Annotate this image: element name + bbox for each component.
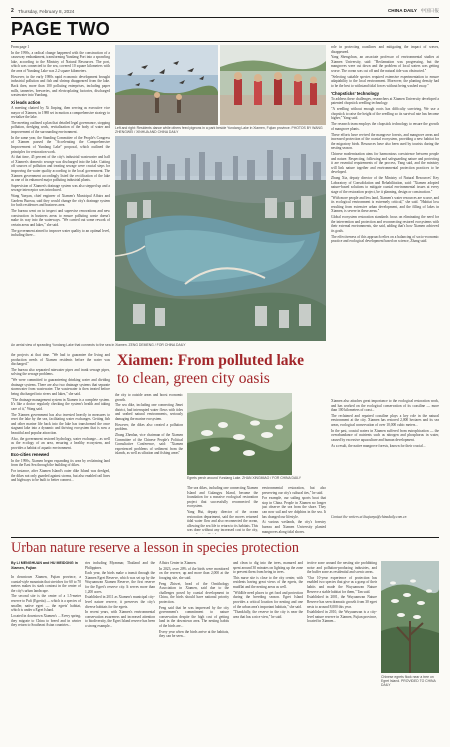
paragraph: The effectiveness of this approach relies on a balancing of socio-economic practice and ecological development based on science, Zhang said. bbox=[331, 234, 439, 244]
paragraph: Yang Shengchun, an associate professor of environmental studies at Xiamen University, said: "Reclamation was progressing, but the mangroves were cut down and the problem of local waters was getting worse. The ocean was cut off and the natural tide was obstructed." bbox=[331, 55, 439, 74]
section-title: PAGE TWO bbox=[11, 19, 111, 39]
paragraph: Established in 2011 as Xiamen's municipal city-level nature reserve, it preserves the city's diverse habitats for the egrets. bbox=[85, 595, 155, 609]
subheading: 'Chopsticks' technology bbox=[331, 90, 380, 96]
paragraph: Zhang Xia, deputy director of the Ministry of Natural Resources' Key Laboratory of Consolidation and Rehabilitation, said: "Xiamen adopted nature-based solutions to mitigate coastal environmental issues at every stage of the restoration project, be it planning, design or construction." bbox=[331, 176, 439, 194]
paragraph: the projects at that time. "We had to guarantee the living and production needs of Xiamen residents before the water was discharged." bbox=[11, 353, 110, 367]
paragraph: At that time, 45 percent of the city's industrial wastewater and half of Xiamen's domestic sewage was discharged into the lake. Cutting off sources of pollution and treating sewage were crucial steps for improving the water quality according to the local government. The Xiamen government accordingly listed the rectification of the lake as one of its enhanced major polluting industrial plants. bbox=[11, 155, 110, 183]
paragraph: The Xiamen government has also invested heavily in measures to reset the lake by the sea, facilitating water exchanges. Getting fish and other marine life back into the lake has transformed the once stagnant lake into a dynamic and thriving ecosystem that is now a beautiful and popular attraction. bbox=[11, 412, 110, 435]
paragraph: However, the dikes also created a pollution problem. bbox=[115, 422, 183, 432]
paragraph: The reclaimed and repaired coastline plays a key role in the natural environment at the city. Xiamen has restored 2,000 hectares and its sea areas, ecological conservation of over 10,000 cubic meters... bbox=[331, 413, 439, 428]
egrets-photo-caption: Egrets perch around Yundang Lake. ZHAN XINGMIAO / FOR CHINA DAILY bbox=[187, 476, 302, 480]
article-column-4 bbox=[262, 399, 326, 400]
egret-island-photo bbox=[381, 561, 439, 673]
paragraph: Also, the government restored hydrology, water exchange... as well as the ecology of an area, ensuring a healthy ecosystem, and provides a habitat of aquatic environment. bbox=[11, 436, 110, 450]
paragraph: The sea dike, including one connecting Jimei district, had interrupted water flows with tides and seabed natural environments, seriously damaging the marine ecosystem. bbox=[115, 403, 183, 422]
article-column-bottom-left-2 bbox=[115, 393, 183, 533]
article-column-4b bbox=[331, 399, 439, 511]
dance-photo bbox=[220, 45, 326, 125]
paragraph: Wang Yanyan, chief engineer of Xiamen's Municipal Affairs and Gardens Bureau, said they would change the city's drainage system for both residences and business area. bbox=[11, 194, 110, 208]
page-number: 2 bbox=[11, 8, 14, 14]
egrets-photo bbox=[187, 393, 292, 475]
paragraph: Located in downtown Xiamen's ... Every spring, they migrate to China to breed and in winter they return to Southeast Asian countries... bbox=[11, 613, 81, 628]
top-photos-caption: Left and right: Residents dance while others feed pigeons in a park beside Yundang Lake in Xiamen, Fujian province. PHOTOS BY WANG ZHENGWEI / XINHUA AND CHINA DAILY bbox=[115, 126, 323, 135]
paragraph: In the same year, the Standing Committee of the People's Congress of Xiamen passed the "Accelerating the Comprehensive Improvement of Yundang Lake" proposal, which outlined the principles for restoration work. bbox=[11, 135, 110, 154]
subheading: Xi leads action bbox=[11, 99, 41, 105]
article-column-bottom-mid bbox=[187, 486, 258, 534]
bottom-column-5 bbox=[307, 561, 377, 740]
article-column-bottom-right bbox=[262, 486, 326, 534]
paragraph: Feng said that he was impressed by the city government's commitment to nature conservation despite the high cost of getting land in the downtown area. The nesting habits of the birds are... bbox=[159, 605, 229, 628]
paragraph: For example, our sailing sports boat that stop in China. People in Xiamen no longer just observe the sea from the shore. They can now sail and see dolphins in the sea. It has changed our lifestyle. bbox=[262, 496, 326, 519]
paragraph: A meeting chaired by Xi Jinping, then serving as executive vice mayor of Xiamen, in 1988 set in motion a comprehensive strategy to revitalize the lake. bbox=[11, 106, 110, 120]
paragraph: In the 1990s, a radical change happened with the construction of a causeway embankment, transforming Yundang Port into a sprawling lake, according to the Ministry of Natural Resources. The port, which was connected to the sea, covered 10 square kilometers with the area of Yundang Lake was 2.2 square kilometers. bbox=[11, 50, 110, 74]
paragraph: In the past, coastal waters in Xiamen suffered from eutrophication — the overabundance of nutrients such as nitrogen and phosphorus in water, caused by excessive aquaculture and human development. bbox=[331, 428, 439, 442]
paragraph: Established in 2010, the Wuyuanwan is a city-level nature reserve in Xiamen, Fujian province, located in Xiamen... bbox=[307, 610, 377, 624]
paragraph: The bureau also separated rainwater pipes and trunk sewage pipes, solving the sewage problems. bbox=[11, 367, 110, 377]
paragraph: The meeting outlined a plan that detailed legal governance, stopping pollution, dredging work, revitalization of the body of water and improvement of the surrounding environment. bbox=[11, 120, 110, 135]
paragraph: Supervision of Xiamen's drainage system was also stepped up and a sewage interceptor was introduced. bbox=[11, 183, 110, 193]
bottom-column-2 bbox=[85, 561, 155, 740]
paragraph: In 2023, over 20% of the birds were monitored on the reserve, up and more than 2,000 at the foraging site, she said. bbox=[159, 566, 229, 580]
paragraph: Each year, the birds make a transit through the Xiamen Egret Reserve, which was set up by the Wuyuanwan Xiamen Reserve, the first reserve for the Egret's reserve city. It serves more than 1,200 acres. bbox=[85, 571, 155, 594]
paragraph: "We were committed to guaranteeing drinking water and dividing drainage systems. There are also two drainage systems that separate stormwater from wastewater. The wastewater is then treated before being discharged into rivers and lakes," she said. bbox=[11, 378, 110, 396]
pigeons-photo bbox=[115, 45, 218, 125]
paragraph: These efforts have revived the mangrove forests, and mangrove areas and increased protection of the coastal ecosystem, providing a new habitat for the migratory birds. Resources have also been used by tourists during the nesting season. bbox=[331, 132, 439, 151]
paragraph: environmental restoration, but also preserving our city's cultural ties," he said. bbox=[262, 486, 326, 495]
paragraph: The research team employs the chopstick technology to ensure the growth of mangrove plants. bbox=[331, 122, 439, 131]
paragraph: Affairs Center in Xiamen. bbox=[159, 561, 197, 565]
paragraph: Global ecosystem restoration standards focus on eliminating the need for the intervention and protection and reconnecting restored ecosystems with their external environments, she said, adding that's how Xiamen achieved its goals. bbox=[331, 215, 439, 233]
paragraph: In the 1990s, Xiamen began expanding its area by reclaiming land from the East Sea through the building of dikes. bbox=[11, 458, 110, 468]
paragraph: Yang Hui, deputy director of the ocean restoration department, said the moves returned tidal water flow and also reconnected the ocean, allowing the sea life to return to its habitats. This was done without any increased cost to the city, bbox=[187, 510, 258, 533]
egret-island-caption: Chinese egrets flock near a tree on Egret Island. PROVIDED TO CHINA DAILY bbox=[381, 675, 436, 688]
paragraph: Zhang Zhenlan, vice chairman of the Xiamen Committee of the Chinese People's Political Consultative Conference, said: "Xiamen experienced problems of sediment from the islands, as well as siltation and fishing areas" bbox=[115, 433, 183, 456]
paper-name: CHINA DAILY bbox=[387, 8, 417, 13]
paragraph: "The drainage management system in Xiamen is a complete system. It's like a doctor regularly checking the system's health and taking care of it," Wang said. bbox=[11, 397, 110, 411]
bottom-column-1 bbox=[11, 575, 81, 740]
aerial-photo-caption: An aerial view of sprawling Yundang Lake that connects to the sea in Xiamen. ZENG DEMENG / FOR CHINA DAILY bbox=[11, 343, 186, 347]
paragraph: "Selecting suitable species required extensive experimentation to ensure adaptability to the local environment. Moreover, the planting density had to be the best to withstand tidal forces without being washed away." bbox=[331, 74, 439, 88]
paragraph: "Wildlife need places to get food and protection during the breeding season. Egret Island provides a critical location for nesting and one of the urban area's important habitats," she said. bbox=[233, 590, 303, 609]
header-rule bbox=[11, 17, 439, 18]
paragraph: At various wetlands, the city's forestry bureau and Xiamen University planted mangroves along tidal shores. bbox=[262, 520, 326, 534]
headline-line-1: Xiamen: From polluted lake bbox=[117, 352, 304, 369]
paragraph: In recent years, with Xiamen's environmental conservation awareness and increased attention to biodiversity, the Egret Island reserve has been a strong example... bbox=[85, 610, 155, 628]
main-headline bbox=[117, 352, 331, 388]
paragraph: For instance, after Xiamen Island's outer dike Island was dredged, the dikes not only guarded against storms, but also enabled rail lines and highways to be built to better connect... bbox=[11, 469, 110, 483]
paragraph: The sea dikes, including one connecting Xiamen Island and Gulangyu Island, became the foundation for a massive ecological restoration project that successfully reconnected the ecosystem. bbox=[187, 486, 258, 509]
paragraph: role in protecting coastlines and mitigating the impact of waves, disappeared. bbox=[331, 45, 439, 54]
paragraph: Xiamen also attaches great importance to the ecological restoration work, and has worked on the ecological conservation of its coastline — more than 100 kilometers of coast... bbox=[331, 399, 439, 413]
article-column-1 bbox=[11, 45, 110, 303]
article-column-bottom-left bbox=[11, 353, 110, 533]
paragraph: The government aimed to improve water quality to an optimal level, including three... bbox=[11, 228, 110, 238]
paragraph: the city to outside areas and boost economic growth. bbox=[115, 393, 183, 402]
paragraph: To address these challenges, researchers at Xiamen University developed a patented chopstick seedling technology. bbox=[331, 96, 439, 106]
bottom-article-rule bbox=[11, 537, 439, 538]
paragraph: This nurse site is close to the city center, with residents having great views of the egrets, the mudflat and the nesting areas as well. bbox=[233, 575, 303, 590]
paragraph: Every year when the birds arrive at the habitats, they can be seen... bbox=[159, 629, 229, 639]
paragraph: ries including Myanmar, Thailand and the Philippines. bbox=[85, 561, 155, 570]
paragraph: Chinese modernization aims for harmonious coexistence between people and nature. Respecting, following and safeguarding nature and protecting it are essential requirements of the process, Yang said, and the ministry will link nature together and environmental protection practices to be developed. bbox=[331, 152, 439, 175]
paragraph: "Thankfully, the reserve in the city is near the area that has a nice view," he said. bbox=[233, 610, 303, 619]
contact-line: Contact the writers at liuqianyu@chinadaily.com.cn bbox=[331, 515, 407, 519]
article-column-3 bbox=[331, 45, 439, 398]
article-column-2 bbox=[11, 136, 110, 137]
paragraph: As a result, the native mangrove forests, known for their crucial... bbox=[331, 443, 426, 448]
paragraph: and clean to dig into the trees, manured and spent around 30 minutes on lighting up the zone to prevent them from being in trees. bbox=[233, 561, 303, 575]
bottom-byline: By LI MENGHUAN and HU MEIDONG in Xiamen, Fujian bbox=[11, 561, 78, 570]
bottom-column-3 bbox=[159, 561, 229, 740]
paper-name-cn: 中国日报 bbox=[420, 8, 439, 13]
headline-line-2: to clean, green city oasis bbox=[117, 370, 270, 387]
paragraph: From page 1 bbox=[11, 45, 30, 49]
page-date: Thursday, February 8, 2024 bbox=[18, 8, 75, 14]
section-rule bbox=[11, 41, 439, 42]
paragraph: Established in 2001, the Wuyuanwan Nature Reserve has seen dramatic growth from 30 egret nests to around 8,000 this year. bbox=[307, 595, 377, 609]
paragraph: "A seedling without enough roots has difficulty surviving. We use a chopstick to raise the height of the seedling so its survival rate has become higher," Yang said. bbox=[331, 107, 439, 121]
paragraph: The bureau went on to inspect and supervise renovations and new construction in business areas to ensure polluting waste doesn't make its way into the waterways. "We carried out some rework of certain areas and lakes," she said. bbox=[11, 209, 110, 227]
paragraph: tective zone around the nesting site prohibiting noise and pollution-producing industries, and the buffer zone as residential and scenic areas. bbox=[307, 561, 377, 575]
paragraph: "Our 10-year experience of protection has enabled two species that give us a grasp of their habits and made the Wuyuanwan Nature Reserve a stable habitat for them," Tan said. bbox=[307, 575, 377, 594]
bottom-column-4 bbox=[233, 561, 303, 740]
paragraph: In downtown Xiamen, Fujian province, a coastal-style mountain that stretches for 60 to 70 meters makes its stark contrast in the center of the city's urban landscape. bbox=[11, 575, 81, 593]
subheading: Eco-cities renewed bbox=[11, 452, 49, 458]
paragraph: Feng Zhiwei, head of the Ornithology Association in Xiamen, said due to the challenges posed by coastal development in China, the birds should have national priority protection. bbox=[159, 581, 229, 604]
paragraph: The second site is the center of a 1.5-meter reserve to Pufi (Egretta) — which is a species of smaller, native egret — the egrets' habitat, which is under a Egret Island. bbox=[11, 594, 81, 613]
paragraph: However, in the early 1980s rapid economic development brought industrial pollution and fish and shrimp disappeared from the lake. Back then, more than 100 polluting enterprises, including paper mills, tanneries, breweries, and electroplating factories, discharged wastewater into Yundang. bbox=[11, 74, 110, 98]
paragraph: "With more people and less land, Xiamen's water resources are scarce, and its ecological environment is extremely critical," she said. "Habitat loss resulting from extensive urban development, and the filling of lakes in Xiamen, is severe in these areas." bbox=[331, 195, 439, 214]
header-bar bbox=[11, 7, 439, 16]
aerial-lake-photo bbox=[115, 136, 326, 341]
bottom-headline: Urban nature reserve a lesson in species protection bbox=[11, 540, 299, 556]
